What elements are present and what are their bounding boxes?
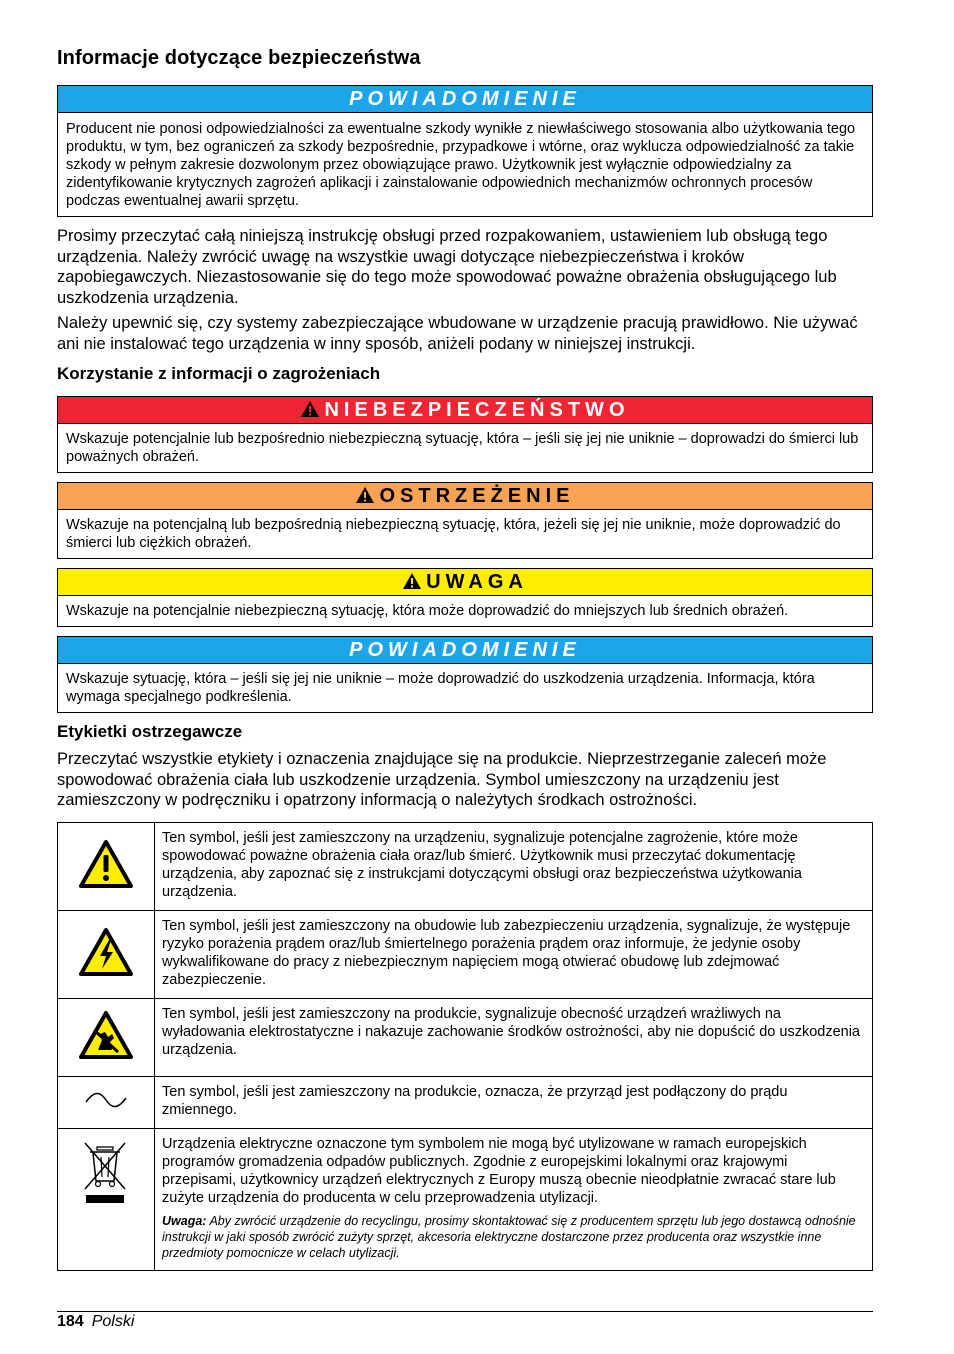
page-footer bbox=[57, 1313, 134, 1331]
intro-paragraph-1: Prosimy przeczytać całą niniejszą instrukcję obsługi przed rozpakowaniem, ustawieniem lub obsługą tego urządzenia. Należy zwrócić uwagę na wszystkie uwagi dotyczące niebezpieczeństwa i kroków zapobiegawczych. Niezastosowanie się do tego może spowodować poważne obrażenia obsługującego lub uszkodzenia urządzenia. bbox=[57, 227, 837, 307]
symbol-description: Urządzenia elektryczne oznaczone tym symbolem nie mogą być utylizowane w ramach europejskich programów gromadzenia odpadów publicznych. Zgodnie z europejskimi lokalnymi oraz krajowymi przepisami, użytkownicy urządzeń elektrycznych z Europy muszą obecnie nieodpłatnie zwracać stare lub zużyte urządzenia do producenta w celu przeprowadzenia utylizacji. bbox=[162, 1136, 836, 1206]
symbol-description: Ten symbol, jeśli jest zamieszczony na urządzeniu, sygnalizuje potencjalne zagrożenie, które może spowodować poważne obrażenia ciała oraz/lub śmierć. Użytkownik musi przeczytać dokumentację urządzenia, aby zapoznać się z instrukcjami dotyczącymi obsługi oraz bezpieczeństwa użytkowania urządzenia. bbox=[155, 823, 873, 911]
table-row bbox=[58, 911, 873, 999]
notice-text: Producent nie ponosi odpowiedzialności za ewentualne szkody wynikłe z niewłaściwego stosowania albo użytkowania tego produktu, w tym, bez ograniczeń za szkody bezpośrednie, przypadkowe i wtórne, oraz wyklucza odpowiedzialność za takie szkody w pełnym zakresie dozwolonym przez obowiązujące prawo. Użytkownik jest wyłącznie odpowiedzialny za zidentyfikowanie krytycznych zagrożeń aplikacji i zainstalowanie odpowiednich mechanizmów ochronnych procesów podczas ewentualnej awarii sprzętu. bbox=[66, 121, 856, 209]
notice-text: Wskazuje sytuację, która – jeśli się jej nie uniknie – może doprowadzić do uszkodzenia urządzenia. Informacja, która wymaga specjalnego podkreślenia. bbox=[66, 671, 815, 705]
danger-header: NIEBEZPIECZEŃSTWO bbox=[324, 399, 630, 421]
warning-triangle-icon bbox=[300, 399, 320, 425]
electric-shock-icon bbox=[78, 927, 134, 977]
esd-icon bbox=[78, 1010, 134, 1060]
caution-header: UWAGA bbox=[426, 571, 528, 593]
note-text: Aby zwrócić urządzenie do recyclingu, prosimy skontaktować się z producentem sprzętu lub jego dostawcą odnośnie instrukcji w jaki sposób zwrócić zużyty sprzęt, akcesoria elektryczne dostarczone przez producenta oraz wszystkie inne przedmioty pomocnicze w celach utylizacji. bbox=[162, 1214, 856, 1260]
intro-paragraph-2: Należy upewnić się, czy systemy zabezpieczające wbudowane w urządzenie pracują prawidłowo. Nie używać ani nie instalować tego urządzenia w inny sposób, aniżeli podany w niniejszej instrukcji. bbox=[57, 314, 858, 353]
warning-triangle-icon bbox=[355, 485, 375, 511]
symbol-description: Ten symbol, jeśli jest zamieszczony na produkcie, sygnalizuje obecność urządzeń wrażliwych na wyładowania elektrostatyczne i nakazuje zachowanie środków ostrożności, aby nie dopuścić do uszkodzenia urządzenia. bbox=[155, 999, 873, 1077]
caution-text: Wskazuje na potencjalnie niebezpieczną sytuację, która może doprowadzić do mniejszych lub średnich obrażeń. bbox=[66, 603, 789, 619]
symbol-description: Ten symbol, jeśli jest zamieszczony na obudowie lub zabezpieczeniu urządzenia, sygnalizuje, że występuje ryzyko porażenia prądem oraz/lub śmiertelnego porażenia prądem oraz informuje, że jedynie osoby wykwalifikowane do pracy z niebezpiecznym napięciem mogą otwierać obudowę lub zdejmować zabezpieczenie. bbox=[155, 911, 873, 999]
warning-triangle-icon bbox=[402, 571, 422, 597]
notice-header: POWIADOMIENIE bbox=[58, 86, 872, 113]
symbol-description: Ten symbol, jeśli jest zamieszczony na produkcie, oznacza, że przyrząd jest podłączony do prądu zmiennego. bbox=[155, 1077, 873, 1129]
section-heading-labels: Etykietki ostrzegawcze bbox=[57, 722, 243, 741]
footer-divider bbox=[57, 1311, 873, 1312]
page-title: Informacje dotyczące bezpieczeństwa bbox=[57, 47, 421, 69]
table-row bbox=[58, 1077, 873, 1129]
recycling-note bbox=[162, 1213, 865, 1261]
caution-box bbox=[57, 568, 873, 627]
section-heading-hazard-info: Korzystanie z informacji o zagrożeniach bbox=[57, 364, 381, 383]
weee-bin-icon bbox=[81, 1141, 131, 1207]
warning-header: OSTRZEŻENIE bbox=[379, 485, 575, 507]
alternating-current-icon bbox=[84, 1092, 128, 1108]
warning-triangle-icon bbox=[78, 839, 134, 889]
footer-language: Polski bbox=[91, 1313, 135, 1330]
warning-text: Wskazuje na potencjalną lub bezpośrednią niebezpieczną sytuację, która, jeżeli się jej nie uniknie, może doprowadzić do śmierci lub ciężkich obrażeń. bbox=[66, 517, 841, 551]
table-row bbox=[58, 823, 873, 911]
danger-box bbox=[57, 396, 873, 473]
symbols-table bbox=[57, 822, 873, 1271]
table-row bbox=[58, 1129, 873, 1271]
notice-header: POWIADOMIENIE bbox=[58, 637, 872, 664]
danger-text: Wskazuje potencjalnie lub bezpośrednio niebezpieczną sytuację, która – jeśli się jej nie uniknie – doprowadzi do śmierci lub poważnych obrażeń. bbox=[66, 431, 859, 465]
warning-box bbox=[57, 482, 873, 559]
note-label: Uwaga: bbox=[162, 1214, 207, 1228]
notice-box-definition bbox=[57, 636, 873, 713]
table-row bbox=[58, 999, 873, 1077]
notice-box-liability bbox=[57, 85, 873, 217]
labels-paragraph: Przeczytać wszystkie etykiety i oznaczenia znajdujące się na produkcie. Nieprzestrzeganie zaleceń może spowodować obrażenia ciała lub uszkodzenie urządzenia. Symbol umieszczony na urządzeniu jest zamieszczony w podręczniku i opatrzony informacją o należytych środkach ostrożności. bbox=[57, 750, 827, 809]
page-number: 184 bbox=[57, 1313, 84, 1330]
